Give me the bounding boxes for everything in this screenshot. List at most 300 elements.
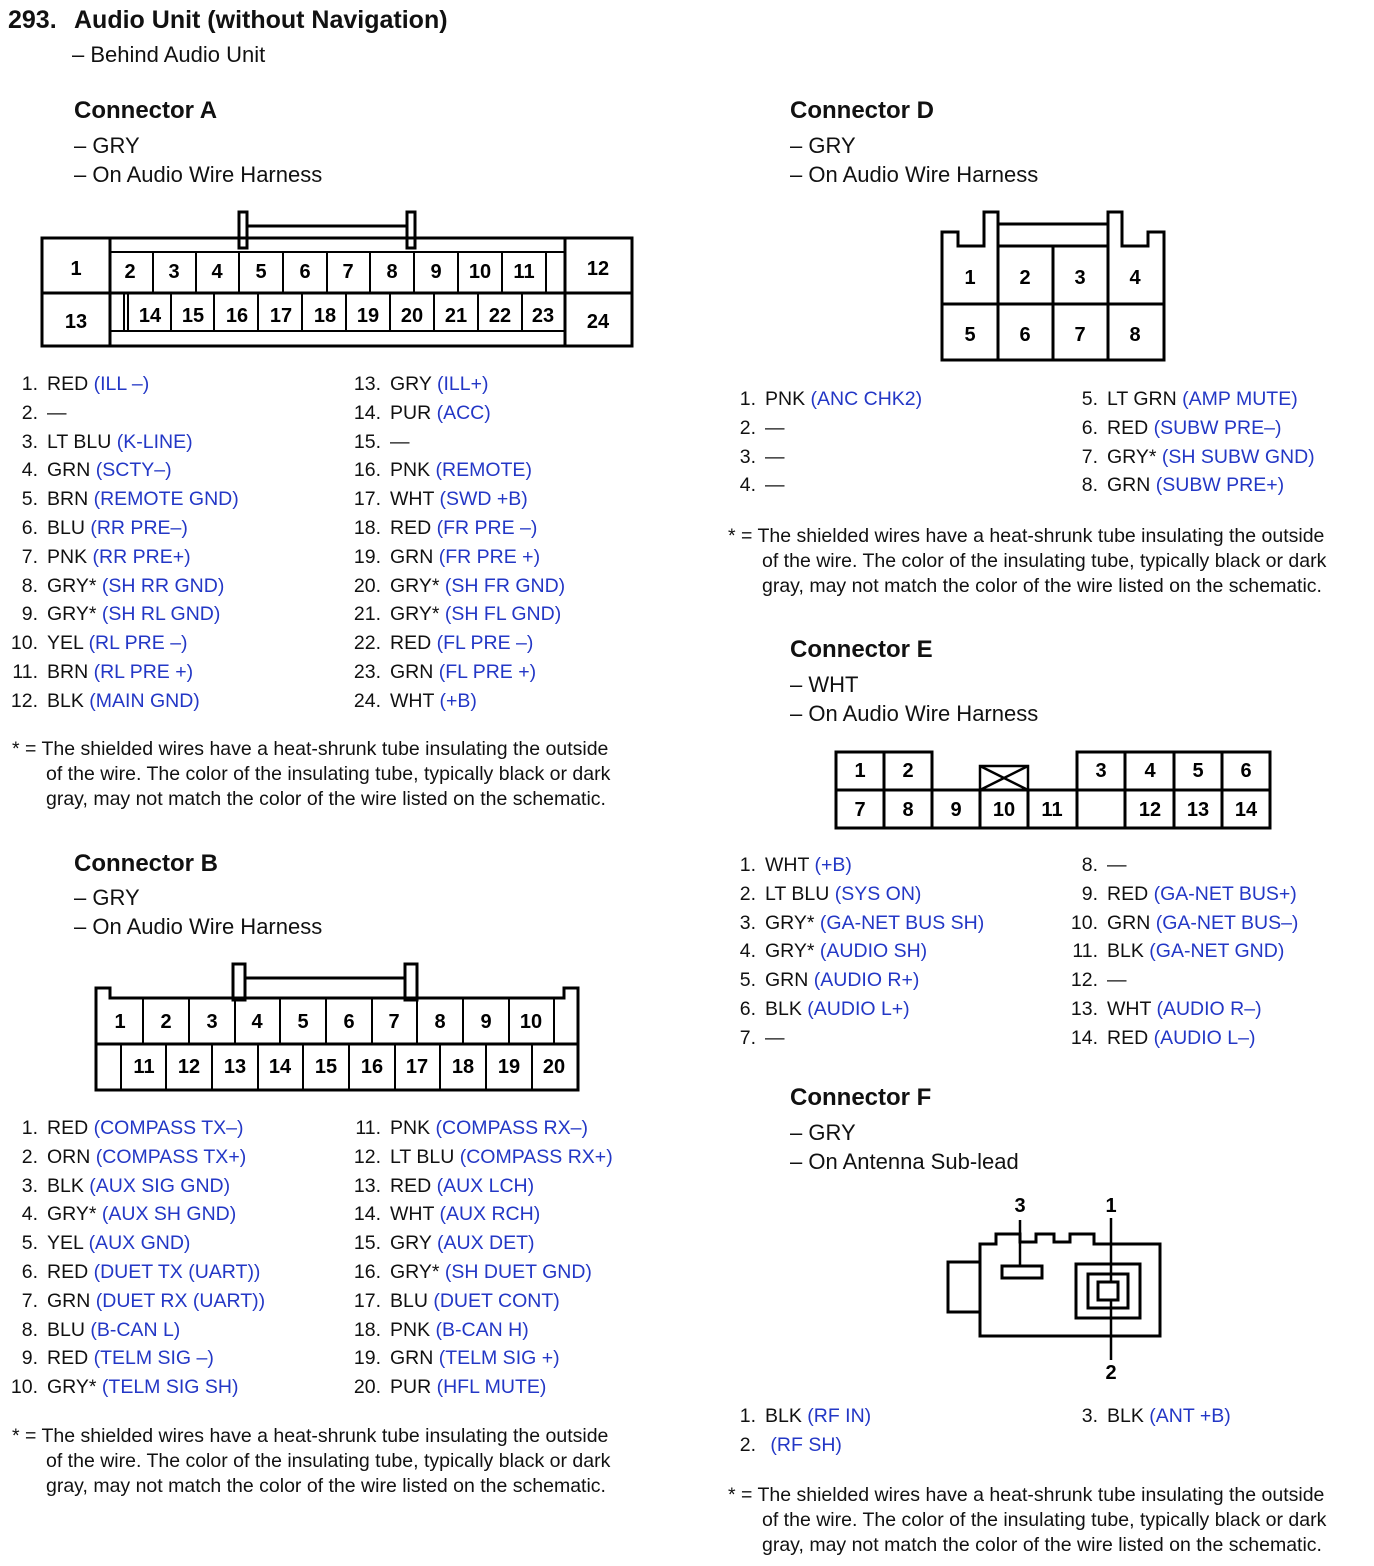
pin-row xyxy=(10,1316,265,1345)
pin-row xyxy=(10,485,239,514)
connector-d-pin-list-left xyxy=(728,385,922,500)
wire-color: RED xyxy=(47,1347,89,1370)
signal-name: (AUDIO SH) xyxy=(819,940,928,963)
pin-number: 20. xyxy=(353,1376,381,1399)
pin-number: 19. xyxy=(353,1347,381,1370)
connector-d-diagram xyxy=(936,208,1170,366)
connector-a-pin-label: 1 xyxy=(70,258,82,280)
connector-d-pin-list-right xyxy=(1070,385,1315,500)
wire-color: BLK xyxy=(1107,940,1144,963)
connector-a-footnote xyxy=(12,737,610,812)
wire-color: — xyxy=(765,474,785,497)
connector-b-location: – On Audio Wire Harness xyxy=(74,914,323,939)
pin-row xyxy=(1070,966,1298,995)
connector-e-pin-label: 2 xyxy=(902,760,914,782)
wire-color: — xyxy=(765,445,785,468)
pin-row xyxy=(728,1402,871,1431)
pin-number: 2. xyxy=(739,416,756,439)
pin-row xyxy=(10,370,239,399)
pin-number: 3. xyxy=(739,911,756,934)
signal-name: (SH RL GND) xyxy=(101,603,221,626)
wire-color: GRY xyxy=(390,1232,432,1255)
pin-number: 5. xyxy=(21,488,38,511)
pin-row xyxy=(10,1229,265,1258)
connector-b-pin-label: 20 xyxy=(542,1056,566,1078)
wire-color: LT BLU xyxy=(47,430,112,453)
pin-number: 8. xyxy=(21,1318,38,1341)
pin-row xyxy=(353,1258,613,1287)
connector-a-pin-label: 12 xyxy=(586,258,610,280)
connector-a-location: – On Audio Wire Harness xyxy=(74,162,323,187)
wire-color: RED xyxy=(1107,882,1149,905)
connector-b-pin-label: 19 xyxy=(497,1056,521,1078)
connector-b-pin-label: 6 xyxy=(343,1011,355,1033)
signal-name: (COMPASS RX+) xyxy=(459,1145,613,1168)
pin-row xyxy=(10,1258,265,1287)
pin-row xyxy=(728,966,984,995)
pin-row xyxy=(353,572,565,601)
connector-a-pin-label: 9 xyxy=(430,261,442,283)
connector-d-color: – GRY xyxy=(790,133,856,158)
connector-a-pin-label: 22 xyxy=(488,305,512,327)
wire-color: BLK xyxy=(47,1174,84,1197)
connector-a-diagram xyxy=(38,208,638,354)
pin-number: 5. xyxy=(739,969,756,992)
pin-number: 8. xyxy=(1081,474,1098,497)
pin-number: 1. xyxy=(739,1405,756,1427)
connector-b-pin-label: 14 xyxy=(268,1056,292,1078)
connector-a-pin-label: 3 xyxy=(168,261,180,283)
connector-a-pin-label: 18 xyxy=(313,305,337,327)
connector-a-pin-label: 2 xyxy=(124,261,136,283)
wire-color: — xyxy=(47,401,67,424)
footnote-line: of the wire. The color of the insulating tube, typically black or dark xyxy=(46,1450,611,1472)
wire-color: WHT xyxy=(390,689,435,712)
connector-b-pin-list-left xyxy=(10,1114,265,1402)
signal-name: (COMPASS RX–) xyxy=(435,1117,588,1139)
footnote-line: gray, may not match the color of the wire listed on the schematic. xyxy=(46,788,606,810)
wire-color: BLU xyxy=(390,1289,428,1312)
wire-color: GRY* xyxy=(47,574,97,597)
connector-a-pin-label: 4 xyxy=(211,261,223,283)
page-title xyxy=(8,6,448,35)
pin-number: 7. xyxy=(21,545,38,568)
pin-row xyxy=(353,1114,613,1143)
connector-b-pin-label: 5 xyxy=(297,1011,309,1033)
pin-row xyxy=(728,414,922,443)
connector-d-pin-label: 7 xyxy=(1074,324,1086,346)
connector-b-pin-label: 15 xyxy=(314,1056,338,1078)
pin-row xyxy=(10,572,239,601)
pin-number: 6. xyxy=(21,516,38,539)
pin-number: 9. xyxy=(21,1347,38,1370)
signal-name: (GA-NET GND) xyxy=(1149,940,1285,963)
pin-row xyxy=(728,443,922,472)
pin-row xyxy=(10,1172,265,1201)
pin-number: 6. xyxy=(1081,416,1098,439)
pin-row xyxy=(353,1172,613,1201)
wire-color: RED xyxy=(47,373,89,395)
wire-color: GRN xyxy=(1107,474,1151,497)
wire-color: GRY* xyxy=(47,1203,97,1226)
footnote-line: of the wire. The color of the insulating tube, typically black or dark xyxy=(762,1509,1327,1531)
connector-a-pin-label: 8 xyxy=(386,261,398,283)
connector-d-pin-label: 1 xyxy=(964,267,976,289)
wire-color: BLU xyxy=(47,516,85,539)
wire-color: RED xyxy=(390,1174,432,1197)
connector-b-pin-label: 2 xyxy=(160,1011,172,1033)
signal-name: (SH FL GND) xyxy=(444,603,562,626)
connector-d-pin-label: 5 xyxy=(964,324,976,346)
pin-row xyxy=(353,658,565,687)
wire-color: BRN xyxy=(47,660,89,683)
pin-number: 8. xyxy=(1081,854,1098,876)
footnote-line: * = The shielded wires have a heat-shrunk tube insulating the outside xyxy=(728,1484,1325,1506)
signal-name: (TELM SIG SH) xyxy=(101,1376,239,1399)
connector-d-footnote xyxy=(728,524,1326,599)
pin-number: 1. xyxy=(21,373,38,395)
pin-number: 6. xyxy=(739,997,756,1020)
wire-color: WHT xyxy=(765,854,810,876)
signal-name: (DUET TX (UART)) xyxy=(93,1260,261,1283)
connector-b-pin-label: 3 xyxy=(206,1011,218,1033)
wire-color: GRN xyxy=(47,459,91,482)
connector-a-pin-label: 23 xyxy=(531,305,555,327)
signal-name: (K-LINE) xyxy=(116,430,193,453)
pin-number: 17. xyxy=(353,1289,381,1312)
wire-color: BLK xyxy=(765,1405,802,1427)
signal-name: (HFL MUTE) xyxy=(436,1376,547,1399)
wire-color: GRY* xyxy=(765,940,815,963)
pin-row xyxy=(1070,443,1315,472)
pin-number: 7. xyxy=(739,1026,756,1049)
wire-color: — xyxy=(1107,854,1127,876)
connector-b-pin-label: 7 xyxy=(388,1011,400,1033)
wire-color: RED xyxy=(1107,416,1149,439)
signal-name: (SH DUET GND) xyxy=(444,1260,592,1283)
pin-row xyxy=(10,1373,265,1402)
pin-row xyxy=(728,851,984,880)
signal-name: (ILL –) xyxy=(93,373,150,395)
signal-name: (AUX RCH) xyxy=(439,1203,541,1226)
signal-name: (AMP MUTE) xyxy=(1182,388,1298,410)
pin-row xyxy=(10,543,239,572)
pin-number: 13. xyxy=(353,373,381,395)
pin-number: 2. xyxy=(21,1145,38,1168)
pin-number: 23. xyxy=(353,660,381,683)
connector-f-footnote xyxy=(728,1483,1326,1558)
connector-e-pin-label: 11 xyxy=(1041,799,1063,821)
pin-number: 15. xyxy=(353,1232,381,1255)
pin-row xyxy=(1070,1402,1231,1431)
footnote-line: * = The shielded wires have a heat-shrunk tube insulating the outside xyxy=(12,738,609,760)
connector-a-pin-label: 7 xyxy=(342,261,354,283)
pin-number: 11. xyxy=(355,1117,381,1139)
pin-number: 19. xyxy=(353,545,381,568)
wire-color: RED xyxy=(1107,1026,1149,1049)
signal-name: (RR PRE–) xyxy=(90,516,188,539)
wire-color: GRY* xyxy=(765,911,815,934)
connector-e-pin-label: 10 xyxy=(992,799,1016,821)
signal-name: (FL PRE +) xyxy=(438,660,537,683)
pin-row xyxy=(1070,880,1298,909)
signal-name: (SUBW PRE–) xyxy=(1153,416,1282,439)
signal-name: (FR PRE –) xyxy=(436,516,538,539)
pin-number: 15. xyxy=(353,430,381,453)
wire-color: PUR xyxy=(390,401,432,424)
signal-name: (AUDIO L–) xyxy=(1153,1026,1256,1049)
connector-e-diagram xyxy=(832,748,1276,834)
wire-color: GRY* xyxy=(1107,445,1157,468)
footnote-line: gray, may not match the color of the wire listed on the schematic. xyxy=(762,1534,1322,1556)
connector-f-pin-label: 1 xyxy=(1105,1195,1117,1217)
connector-e-pin-label: 8 xyxy=(902,799,914,821)
connector-a-pin-label: 17 xyxy=(269,305,293,327)
pin-number: 3. xyxy=(21,430,38,453)
pin-row xyxy=(353,1316,613,1345)
footnote-line: gray, may not match the color of the wire listed on the schematic. xyxy=(762,575,1322,597)
pin-row xyxy=(1070,851,1298,880)
pin-row xyxy=(728,385,922,414)
signal-name: (REMOTE GND) xyxy=(93,488,239,511)
signal-name: (+B) xyxy=(814,854,852,876)
wire-color: ORN xyxy=(47,1145,91,1168)
pin-number: 10. xyxy=(1070,911,1098,934)
pin-row xyxy=(353,399,565,428)
pin-row xyxy=(1070,385,1315,414)
connector-b-pin-list-right xyxy=(353,1114,613,1402)
wire-color: GRY* xyxy=(390,574,440,597)
signal-name: (RL PRE –) xyxy=(88,632,188,655)
signal-name: (B-CAN H) xyxy=(435,1318,529,1341)
signal-name: (AUDIO R–) xyxy=(1156,997,1262,1020)
connector-a-pin-label: 14 xyxy=(138,305,162,327)
connector-e-pin-label: 3 xyxy=(1095,760,1107,782)
wire-color: BRN xyxy=(47,488,89,511)
pin-row xyxy=(1070,471,1315,500)
wire-color: BLK xyxy=(765,997,802,1020)
pin-number: 4. xyxy=(21,459,38,482)
signal-name: (AUDIO R+) xyxy=(813,969,920,992)
pin-number: 9. xyxy=(1081,882,1098,905)
signal-name: (GA-NET BUS SH) xyxy=(819,911,985,934)
connector-f-pin-label: 3 xyxy=(1014,1195,1026,1217)
connector-f-pin-label: 2 xyxy=(1105,1362,1117,1384)
signal-name: (AUX DET) xyxy=(436,1232,535,1255)
wire-color: WHT xyxy=(390,1203,435,1226)
pin-number: 16. xyxy=(353,1260,381,1283)
connector-e-pin-label: 5 xyxy=(1192,760,1204,782)
connector-b-footnote xyxy=(12,1424,610,1499)
signal-name: (DUET CONT) xyxy=(433,1289,560,1312)
pin-row xyxy=(353,514,565,543)
connector-e-pin-label: 7 xyxy=(854,799,866,821)
wire-color: RED xyxy=(390,516,432,539)
pin-row xyxy=(353,485,565,514)
connector-a-pin-labels xyxy=(65,258,610,333)
wire-color: GRN xyxy=(390,660,434,683)
connector-b-pin-label: 13 xyxy=(223,1056,247,1078)
pin-number: 4. xyxy=(739,474,756,497)
connector-d-pin-label: 2 xyxy=(1019,267,1031,289)
connector-f-diagram xyxy=(940,1190,1170,1386)
connector-a-pin-list-right xyxy=(353,370,565,716)
pin-row xyxy=(353,687,565,716)
connector-e-color: – WHT xyxy=(790,672,859,697)
wire-color: GRN xyxy=(765,969,809,992)
connector-b-pin-label: 9 xyxy=(480,1011,492,1033)
pin-number: 4. xyxy=(21,1203,38,1226)
connector-b-pin-label: 12 xyxy=(177,1056,201,1078)
connector-f-color: – GRY xyxy=(790,1120,856,1145)
pin-number: 4. xyxy=(739,940,756,963)
wire-color: PNK xyxy=(390,459,431,482)
wire-color: YEL xyxy=(47,632,84,655)
pin-number: 17. xyxy=(353,488,381,511)
wire-color: PNK xyxy=(390,1117,431,1139)
pin-row xyxy=(353,1287,613,1316)
wire-color: LT BLU xyxy=(390,1145,455,1168)
connector-a-color: – GRY xyxy=(74,133,140,158)
connector-e-location: – On Audio Wire Harness xyxy=(790,701,1039,726)
pin-row xyxy=(1070,937,1298,966)
page-title-text: Audio Unit (without Navigation) xyxy=(74,6,448,34)
pin-row xyxy=(10,428,239,457)
connector-d-pin-label: 8 xyxy=(1129,324,1141,346)
pin-row xyxy=(353,456,565,485)
connector-e-pin-label: 6 xyxy=(1240,760,1252,782)
connector-d-pin-label: 3 xyxy=(1074,267,1086,289)
connector-e-pin-list-right xyxy=(1070,851,1298,1053)
pin-number: 7. xyxy=(21,1289,38,1312)
pin-number: 2. xyxy=(739,1433,756,1456)
connector-a-pin-label: 15 xyxy=(181,305,205,327)
connector-b-pin-label: 11 xyxy=(133,1056,155,1078)
pin-number: 20. xyxy=(353,574,381,597)
pin-number: 9. xyxy=(21,603,38,626)
page-subtitle: – Behind Audio Unit xyxy=(72,42,266,67)
pin-row xyxy=(353,1373,613,1402)
pin-number: 14. xyxy=(1070,1026,1098,1049)
pin-row xyxy=(728,995,984,1024)
pin-row xyxy=(1070,1024,1298,1053)
pin-row xyxy=(10,399,239,428)
wire-color: GRY* xyxy=(390,603,440,626)
footnote-line: gray, may not match the color of the wire listed on the schematic. xyxy=(46,1475,606,1497)
pin-number: 2. xyxy=(21,401,38,424)
pin-number: 10. xyxy=(10,1376,38,1399)
pin-number: 13. xyxy=(353,1174,381,1197)
pin-row xyxy=(728,471,922,500)
pin-row xyxy=(10,1200,265,1229)
connector-b-pin-label: 18 xyxy=(451,1056,475,1078)
signal-name: (RF IN) xyxy=(807,1405,872,1427)
connector-d-location: – On Audio Wire Harness xyxy=(790,162,1039,187)
connector-f-title: Connector F xyxy=(790,1084,932,1111)
connector-f-pin-list-right xyxy=(1070,1402,1231,1431)
pin-row xyxy=(10,1143,265,1172)
wire-color: WHT xyxy=(1107,997,1152,1020)
connector-b-diagram xyxy=(92,960,584,1096)
pin-number: 14. xyxy=(353,401,381,424)
pin-row xyxy=(728,1431,871,1460)
connector-a-pin-label: 13 xyxy=(64,311,88,333)
wire-color: GRY* xyxy=(47,1376,97,1399)
connector-e-pin-label: 12 xyxy=(1138,799,1162,821)
signal-name: (SH FR GND) xyxy=(444,574,566,597)
wire-color: GRY xyxy=(390,373,432,395)
connector-e-pin-label: 1 xyxy=(854,760,866,782)
wire-color: PNK xyxy=(765,388,806,410)
connector-a-pin-label: 11 xyxy=(513,261,535,283)
signal-name: (TELM SIG +) xyxy=(438,1347,560,1370)
pin-number: 22. xyxy=(353,632,381,655)
pin-number: 1. xyxy=(21,1117,38,1139)
pin-row xyxy=(10,514,239,543)
connector-b-pin-label: 10 xyxy=(519,1011,543,1033)
connector-b-pin-label: 17 xyxy=(405,1056,429,1078)
pin-number: 21. xyxy=(353,603,381,626)
connector-a-pin-label: 19 xyxy=(356,305,380,327)
connector-e-title: Connector E xyxy=(790,636,933,663)
wire-color: WHT xyxy=(390,488,435,511)
connector-a-pin-label: 10 xyxy=(468,261,492,283)
pin-row xyxy=(728,1024,984,1053)
wire-color: PNK xyxy=(47,545,88,568)
signal-name: (COMPASS TX+) xyxy=(95,1145,247,1168)
pin-number: 8. xyxy=(21,574,38,597)
pin-number: 3. xyxy=(21,1174,38,1197)
connector-f-pin-list-left xyxy=(728,1402,871,1460)
footnote-line: * = The shielded wires have a heat-shrunk tube insulating the outside xyxy=(728,525,1325,547)
pin-number: 2. xyxy=(739,882,756,905)
pin-number: 11. xyxy=(1072,940,1098,963)
connector-d-pin-label: 6 xyxy=(1019,324,1031,346)
connector-a-pin-label: 16 xyxy=(225,305,249,327)
pin-number: 1. xyxy=(739,854,756,876)
pin-number: 24. xyxy=(353,689,381,712)
signal-name: (SH SUBW GND) xyxy=(1161,445,1315,468)
signal-name: (SH RR GND) xyxy=(101,574,225,597)
wire-color: — xyxy=(765,416,785,439)
pin-number: 7. xyxy=(1081,445,1098,468)
connector-b-pin-label: 4 xyxy=(251,1011,263,1033)
pin-number: 16. xyxy=(353,459,381,482)
connector-b-pin-label: 16 xyxy=(360,1056,384,1078)
wire-color: GRN xyxy=(390,1347,434,1370)
wire-color: LT GRN xyxy=(1107,388,1177,410)
signal-name: (RF SH) xyxy=(770,1433,842,1456)
signal-name: (SCTY–) xyxy=(95,459,172,482)
signal-name: (DUET RX (UART)) xyxy=(95,1289,266,1312)
pin-row xyxy=(353,1200,613,1229)
signal-name: (SYS ON) xyxy=(834,882,922,905)
wire-color: GRY* xyxy=(47,603,97,626)
connector-e-pin-label: 4 xyxy=(1144,760,1156,782)
pin-number: 12. xyxy=(1070,969,1098,992)
connector-a-pin-label: 24 xyxy=(586,311,610,333)
signal-name: (GA-NET BUS–) xyxy=(1155,911,1299,934)
signal-name: (RL PRE +) xyxy=(93,660,194,683)
wire-color: GRN xyxy=(390,545,434,568)
pin-number: 3. xyxy=(1081,1405,1098,1427)
signal-name: (GA-NET BUS+) xyxy=(1153,882,1297,905)
connector-e-pin-list-left xyxy=(728,851,984,1053)
pin-row xyxy=(10,1114,265,1143)
signal-name: (B-CAN L) xyxy=(90,1318,181,1341)
pin-row xyxy=(10,456,239,485)
wire-color: LT BLU xyxy=(765,882,830,905)
